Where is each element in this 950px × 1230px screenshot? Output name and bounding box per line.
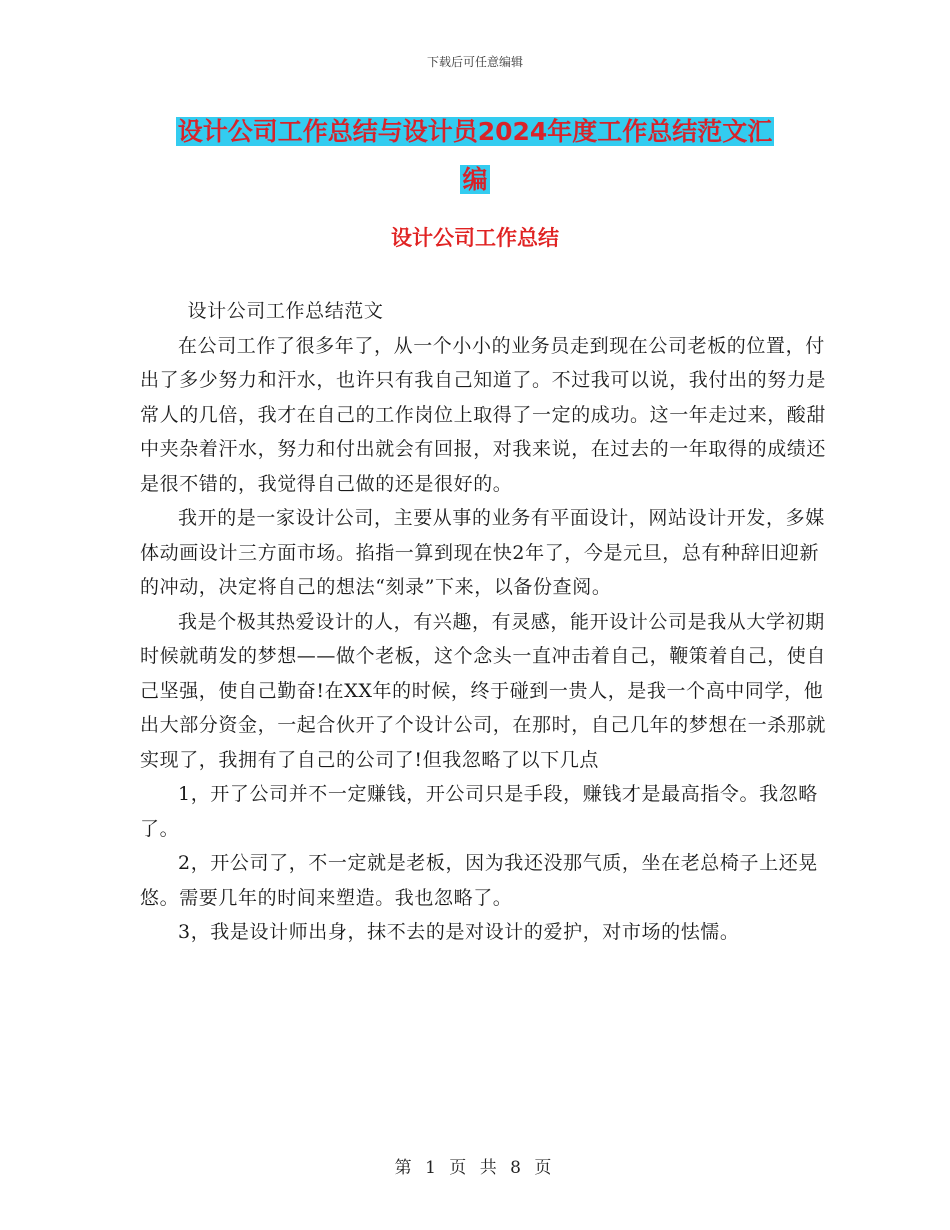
- body-paragraph: 2，开公司了，不一定就是老板，因为我还没那气质，坐在老总椅子上还晃悠。需要几年的时间来塑造。我也忽略了。: [140, 852, 818, 909]
- document-title: [0, 108, 950, 204]
- document-body: [140, 294, 830, 950]
- body-paragraph: 1，开了公司并不一定赚钱，开公司只是手段，赚钱才是最高指令。我忽略了。: [140, 783, 818, 840]
- body-paragraph: 我开的是一家设计公司，主要从事的业务有平面设计，网站设计开发，多媒体动画设计三方面市场。掐指一算到现在快2年了，今是元旦，总有种辞旧迎新的冲动，决定将自己的想法“刻录”下来，以备份查阅。: [140, 507, 825, 598]
- body-paragraph: 3，我是设计师出身，抹不去的是对设计的爱护，对市场的怯懦。: [178, 921, 740, 943]
- header-note: 下载后可任意编辑: [426, 55, 523, 69]
- body-subtitle: 设计公司工作总结范文: [187, 300, 384, 322]
- section-title: 设计公司工作总结: [391, 226, 559, 250]
- body-paragraph: 我是个极其热爱设计的人，有兴趣，有灵感，能开设计公司是我从大学初期时候就萌发的梦想——做个老板，这个念头一直冲击着自己，鞭策着自己，使自己坚强，使自己勤奋!在XX年的时候，终于碰到一贵人，是我一个高中同学，他出大部分资金，一起合伙开了个设计公司，在那时，自己几年的梦想在一杀那就实现了，我拥有了自己的公司了!但我忽略了以下几点: [140, 610, 827, 771]
- document-title-line-2: 编: [462, 165, 488, 194]
- body-paragraph: 在公司工作了很多年了，从一个小小的业务员走到现在公司老板的位置，付出了多少努力和汗水，也许只有我自己知道了。不过我可以说，我付出的努力是常人的几倍，我才在自己的工作岗位上取得了一定的成功。这一年走过来，酸甜中夹杂着汗水，努力和付出就会有回报，对我来说，在过去的一年取得的成绩还是很不错的，我觉得自己做的还是很好的。: [140, 334, 827, 495]
- document-title-line-1: 设计公司工作总结与设计员2024年度工作总结范文汇: [177, 117, 773, 146]
- page-footer: 第 1 页 共 8 页: [394, 1158, 556, 1178]
